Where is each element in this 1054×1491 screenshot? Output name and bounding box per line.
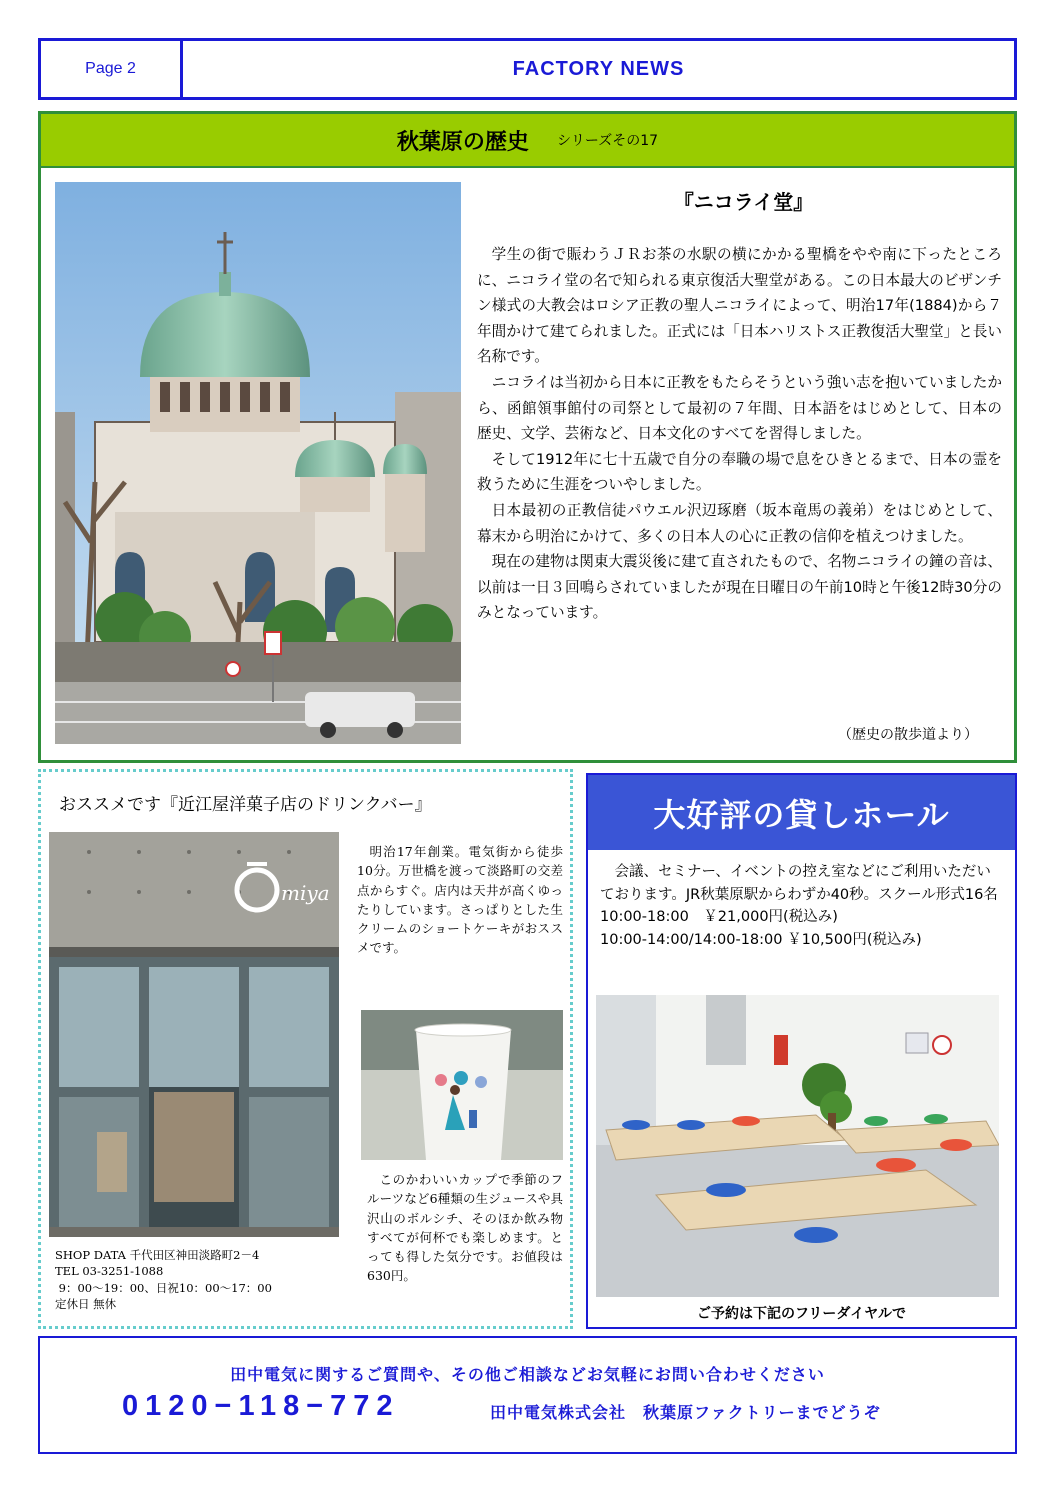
article-body [477, 242, 1002, 626]
omiya-intro-text: 明治17年創業。電気街から徒歩10分。万世橋を渡って淡路町の交差点からすぐ。店内は天井が高くゆったりしています。さっぱりとした生クリームのショートケーキがおススメです。 [357, 844, 563, 956]
hall-description: 会議、セミナー、イベントの控え室などにご利用いただいております。JR秋葉原駅からわずか40秒。スクール形式16名 [600, 864, 998, 903]
shop-sign-text: miya [281, 881, 330, 905]
hall-title: 大好評の貸しホール [653, 795, 950, 834]
toll-free-number[interactable]: 0120−118−772 [122, 1390, 400, 1422]
cup-photo [361, 1010, 563, 1160]
company-name: 田中電気株式会社 秋葉原ファクトリーまでどうぞ [490, 1403, 881, 1422]
history-title-bar [41, 114, 1014, 168]
article-subtitle: 『ニコライ堂』 [673, 190, 814, 214]
article-source: （歴史の散歩道より） [838, 727, 978, 743]
article-paragraph: 現在の建物は関東大震災後に建て直されたもので、名物ニコライの鐘の音は、以前は一日３回鳴らされていましたが現在日曜日の午前10時と午後12時30分のみとなっています。 [477, 553, 1002, 622]
article-paragraph: 日本最初の正教信徒パウエル沢辺琢磨（坂本竜馬の義弟）をはじめとして、幕末から明治にかけて、多くの日本人の心に正教の信仰を植えつけました。 [477, 501, 1002, 545]
hall-room-photo [596, 995, 999, 1297]
shop-data [55, 1247, 355, 1313]
contact-footer [38, 1336, 1017, 1454]
history-series-label: シリーズその17 [556, 133, 659, 149]
hall-section [586, 773, 1017, 1329]
shop-address: SHOP DATA 千代田区神田淡路町2－4 [55, 1248, 260, 1262]
history-section [38, 111, 1017, 763]
shop-hours: 9：00～19：00、日祝10：00～17：00 [55, 1280, 272, 1295]
hall-body [600, 861, 1005, 951]
shop-front-photo [49, 832, 339, 1237]
shop-holiday: 定休日 無休 [55, 1297, 117, 1312]
page-number: Page 2 [85, 60, 136, 77]
page-header [38, 38, 1017, 100]
omiya-section [38, 769, 573, 1329]
hall-reservation-note: ご予約は下記のフリーダイヤルで [696, 1306, 907, 1322]
contact-message: 田中電気に関するご質問や、その他ご相談などお気軽にお問い合わせください [230, 1365, 825, 1384]
article-paragraph: ニコライは当初から日本に正教をもたらそうという強い志を抱いていましたから、函館領事館付の司祭として最初の７年間、日本語をはじめとして、日本の歴史、文学、芸術など、日本文化のすべてを習得しました。 [477, 373, 1002, 443]
hall-price-half-day: 10:00-14:00/14:00-18:00 ￥10,500円(税込み) [600, 931, 922, 948]
shop-phone: TEL 03-3251-1088 [55, 1264, 164, 1279]
cup-description: このかわいいカップで季節のフルーツなど6種類の生ジュースや具沢山のボルシチ、そのほか飲み物すべてが何杯でも楽しめます。とっても得した気分です。お値段は630円。 [367, 1172, 563, 1284]
article-paragraph: そして1912年に七十五歳で自分の奉職の場で息をひきとるまで、日本の霊を救うために生涯をついやしました。 [477, 450, 1002, 494]
newsletter-title: FACTORY NEWS [512, 57, 685, 80]
article-paragraph: 学生の街で賑わうＪＲお茶の水駅の横にかかる聖橋をやや南に下ったところに、ニコライ堂の名で知られる東京復活大聖堂がある。この日本最大のビザンチン様式の大教会はロシア正教の聖人ニコライによって、明治17年(1884)から７年間かけて建てられました。正式には「日本ハリストス正教復活大聖堂」と長い名称です。 [477, 246, 1002, 366]
hall-title-bar [588, 775, 1015, 850]
omiya-title: おススメです『近江屋洋菓子店のドリンクバー』 [59, 795, 432, 815]
history-title: 秋葉原の歴史 [396, 129, 529, 155]
cathedral-photo [55, 182, 461, 744]
hall-price-full-day: 10:00-18:00 ￥21,000円(税込み) [600, 909, 838, 926]
